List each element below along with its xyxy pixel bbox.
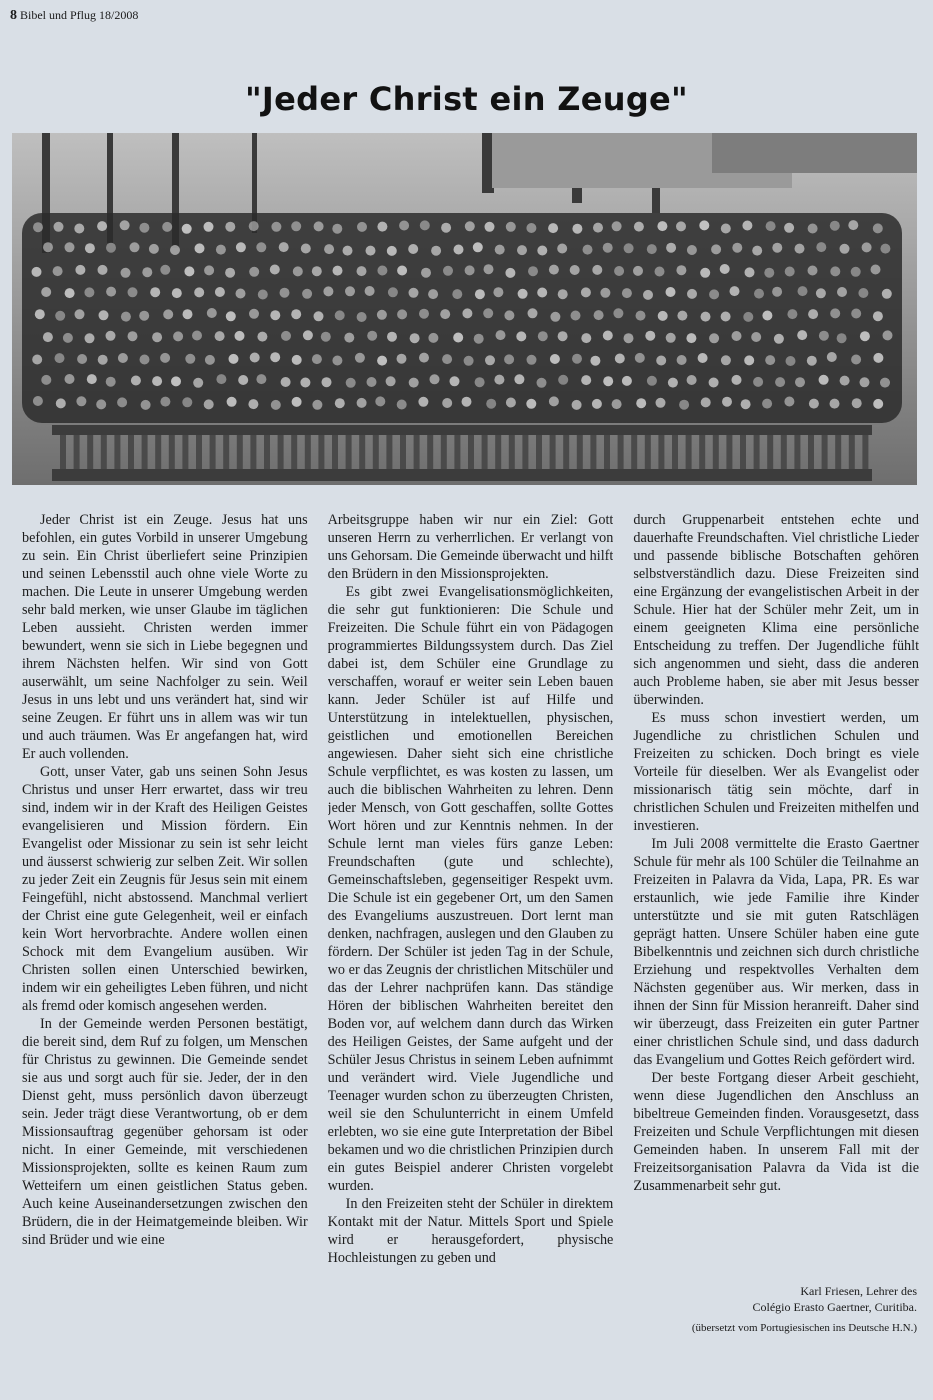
paragraph: Es gibt zwei Evangelisationsmöglichkeiten, die sehr gut funktionieren: Die Schule und Freizeiten. Die Schule führt ein von Pädagogen programmiertes Bildungssystem durch. Das Ziel dabei ist, dem Schüler eine Grundlage zu verschaffen, worauf er weiter sein Leben bauen kann. Jeder Schüler ist auf Hilfe und Unterstützung in intelektuellen, physischen, geistlichen und emotionellen Bereichen angewiesen. Daher sieht sich eine christliche Schule verpflichtet, es was kosten zu lassen, um auch die biblischen Wahrheiten zu lehren. Denn jeder Mensch, von Gott geschaffen, sollte Gottes Wort hören und zur Kenntnis nehmen. In der Schule lernt man vieles fürs ganze Leben: Freundschaften (gute und schlechte), Gemeinschaftsleben, gegenseitiger Respekt uvm. Die Schule ist ein gegebener Ort, um den Samen des Evangeliums auszustreuen. Dort lernt man denken, nachfragen, auslegen und den Glauben zu fördern. Der Schüler ist jeden Tag in der Schule, wo er das Zeugnis der christlichen Mitschüler und das der Lehrer nachprüfen kann. Das ständige Hören der biblischen Wahrheiten bereitet den Boden vor, auf welchem dann durch das Wirken des Heiligen Geistes, der Same aufgeht und der Schüler Jesus Christus in seinem Leben aufnimmt und verändert wird. Viele Jugendliche und Teenager wurden schon zu überzeugten Christen, weil sie den Schulunterricht in einem Umfeld erlebten, wo sie eine gute Interpretation der Bibel bekamen und wo die christlichen Prinzipien durch ein gutes Beispiel anderer Christen vorgelebt wurden. [327, 584, 614, 1194]
paragraph: durch Gruppenarbeit entstehen echte und dauerhafte Freundschaften. Viel christliche Lieder und passende biblische Botschaften gehören selbstverständlich dazu. Diese Freizeiten sind eine Ergänzung der evangelistischen Arbeit in der Schule. Hier hat der Schüler mehr Zeit, um in einem geeigneten Klima eine persönliche Entscheidung zu treffen. Der Jugendliche fühlt sich angenommen und sieht, dass die anderen auch Probleme haben, sie aber mit Jesus besser überwinden. [633, 512, 920, 708]
paragraph: Jeder Christ ist ein Zeuge. Jesus hat uns befohlen, ein gutes Vorbild in unserer Umgebung zu sein. Ein Christ überliefert seine Prinzipien und seinen Lebensstil auch ohne viele Worte zu machen. Die Leute in unserer Umgebung werden sehr bald merken, wie unser Glaube im täglichen Leben aussieht. Christen werden immer bewundert, wenn sie sich in Liebe begegnen und ihrem Nächsten helfen. Wir sind von Gott auserwählt, um seine Nachfolger zu sein. Weil Jesus in uns lebt und uns verändert hat, sind wir seine Zeugen. Er führt uns in allem was wir tun und auch träumen. Was Er angefangen hat, wird Er auch vollenden. [22, 512, 308, 762]
publication-name: Bibel und Pflug 18/2008 [20, 8, 139, 22]
group-photo [12, 133, 917, 485]
paragraph: Es muss schon investiert werden, um Jugendliche zu christlichen Schulen und Freizeiten zu schicken. Doch bringt es viele Vorteile für dieselben. Wer als Evangelist oder missionarisch tätig sein möchte, darf in christlichen Schulen und Freizeiten mithelfen und investieren. [633, 710, 920, 834]
signature-line: Karl Friesen, Lehrer des [800, 1284, 917, 1298]
article-body [22, 511, 919, 1331]
author-signature [753, 1283, 917, 1315]
paragraph: In der Gemeinde werden Personen bestätigt, die bereit sind, dem Ruf zu folgen, um Menschen für Christus zu gewinnen. Die Gemeinde sendet sie aus und sorgt auch für sie. Jeder, der in den Dienst geht, muss persönlich davon überzeugt sein. Jeder trägt diese Verantwortung, ob er dem Missionsauftrag gegenüber gehorsam ist oder nicht. In einer Gemeinde, mit verschiedenen Missionsprojekten, sollte es keinen Raum zum Wetteifern um einen geistlichen Status geben. Auch keine Auseinandersetzungen zwischen den Brüdern, die in der Heimatgemeinde bleiben. Wir sind Brüder und wie eine [22, 1016, 308, 1248]
group-photo-icon [12, 133, 917, 485]
column-2 [328, 511, 614, 1331]
article-title: "Jeder Christ ein Zeuge" [244, 80, 689, 118]
column-3 [633, 511, 919, 1331]
running-head [10, 8, 138, 24]
paragraph: In den Freizeiten steht der Schüler in direktem Kontakt mit der Natur. Mittels Sport und Spiele wird er herausgefordert, physische Hochleistungen zu geben und [327, 1196, 614, 1266]
translation-note: (übersetzt vom Portugiesischen ins Deutsche H.N.) [691, 1322, 917, 1334]
paragraph: Im Juli 2008 vermittelte die Erasto Gaertner Schule für mehr als 100 Schüler die Teilnahme an Freizeiten in Palavra da Vida, Lapa, PR. Es war erstaunlich, wie jede Familie ihre Kinder unterstützte und sie mit guten Ratschlägen geprägt hatten. Unsere Schüler haben eine gute Bibelkenntnis und zeichnen sich durch christliche Erziehung und respektvolles Verhalten dem Nächsten gegenüber aus. Wir merken, dass in ihnen der Sinn für Mission heranreift. Daher sind wir überzeugt, dass Freizeiten ein guter Partner einer christlichen Schule sind, und dass dadurch das Evangelium und Gottes Reich gefördert wird. [633, 836, 920, 1068]
page-number: 8 [10, 8, 17, 23]
column-1 [22, 511, 308, 1331]
paragraph: Gott, unser Vater, gab uns seinen Sohn Jesus Christus und unser Herr erwartet, dass wir treu sind, indem wir in der Kraft des Heiligen Geistes evangelisieren und Mission fördern. Ein Evangelist oder Missionar zu sein ist sehr leicht und äusserst schwierig zur selben Zeit. Wir sollen zu jeder Zeit ein Zeugnis für Jesus sein mit einem Feingefühl, nicht abstossend. Manchmal verliert der Christ eine gute Gelegenheit, weil er einfach kein Wort hervorbrachte. Andere wollen einen Schock mit dem Evangelium ausüben. Wir Christen sollen einen Unterschied bewirken, indem wir ein geheiligtes Leben führen, und nicht als fremd oder komisch angesehen werden. [22, 764, 308, 1014]
signature-line: Colégio Erasto Gaertner, Curitiba. [752, 1300, 917, 1314]
paragraph: Der beste Fortgang dieser Arbeit geschieht, wenn diese Jugendlichen den Anschluss an bibeltreue Gemeinden finden. Vorausgesetzt, dass Freizeiten und Schule Verpflichtungen mit diesen Gemeinden haben. In unserem Fall mit der Freizeitsorganisation Palavra da Vida ist die Zusammenarbeit sehr gut. [633, 1070, 920, 1194]
paragraph: Arbeitsgruppe haben wir nur ein Ziel: Gott unseren Herrn zu verherrlichen. Er verlangt von uns Gehorsam. Die Gemeinde überwacht und hilft den Brüdern in den Missionsprojekten. [327, 512, 614, 582]
